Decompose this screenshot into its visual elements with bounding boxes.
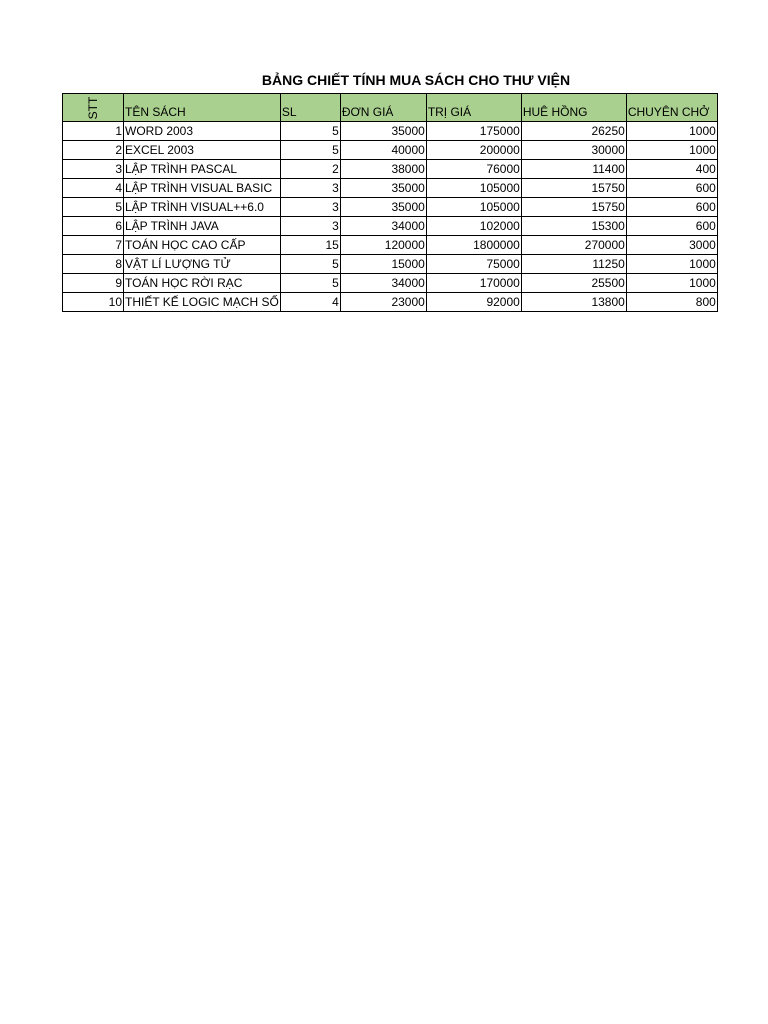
table-row — [63, 274, 718, 293]
cell-stt[interactable]: 6 — [63, 217, 124, 236]
cell-tri-gia[interactable]: 170000 — [426, 274, 521, 293]
cell-sl[interactable]: 5 — [280, 122, 340, 141]
column-header-sl[interactable]: SL — [280, 94, 340, 122]
cell-tri-gia[interactable]: 102000 — [426, 217, 521, 236]
cell-chuyen-cho[interactable]: 1000 — [626, 122, 717, 141]
table-row — [63, 179, 718, 198]
cell-hue-hong[interactable]: 15300 — [521, 217, 626, 236]
cell-sl[interactable]: 3 — [280, 198, 340, 217]
cell-don-gia[interactable]: 35000 — [340, 122, 426, 141]
cell-stt[interactable]: 9 — [63, 274, 124, 293]
column-header-tri-gia[interactable]: TRỊ GIÁ — [426, 94, 521, 122]
sheet-title: BẢNG CHIẾT TÍNH MUA SÁCH CHO THƯ VIỆN — [261, 72, 571, 88]
cell-sl[interactable]: 5 — [280, 274, 340, 293]
cell-stt[interactable]: 4 — [63, 179, 124, 198]
cell-chuyen-cho[interactable]: 600 — [626, 198, 717, 217]
cell-chuyen-cho[interactable]: 1000 — [626, 141, 717, 160]
cell-don-gia[interactable]: 35000 — [340, 198, 426, 217]
cell-tri-gia[interactable]: 200000 — [426, 141, 521, 160]
table-row — [63, 141, 718, 160]
column-header-stt[interactable] — [63, 94, 124, 122]
cell-stt[interactable]: 7 — [63, 236, 124, 255]
cell-sl[interactable]: 3 — [280, 217, 340, 236]
cell-stt[interactable]: 1 — [63, 122, 124, 141]
table-row — [63, 160, 718, 179]
cell-chuyen-cho[interactable]: 1000 — [626, 274, 717, 293]
cell-chuyen-cho[interactable]: 600 — [626, 179, 717, 198]
cell-chuyen-cho[interactable]: 1000 — [626, 255, 717, 274]
cell-don-gia[interactable]: 23000 — [340, 293, 426, 312]
cell-don-gia[interactable]: 15000 — [340, 255, 426, 274]
cell-ten-sach[interactable]: THIẾT KẾ LOGIC MẠCH SỐ — [124, 293, 281, 312]
cell-ten-sach[interactable]: LẬP TRÌNH VISUAL BASIC — [124, 179, 281, 198]
column-header-hue-hong[interactable]: HUÊ HỒNG — [521, 94, 626, 122]
cell-don-gia[interactable]: 40000 — [340, 141, 426, 160]
cell-hue-hong[interactable]: 11400 — [521, 160, 626, 179]
cell-hue-hong[interactable]: 11250 — [521, 255, 626, 274]
cell-hue-hong[interactable]: 25500 — [521, 274, 626, 293]
column-header-don-gia[interactable]: ĐƠN GIÁ — [340, 94, 426, 122]
column-header-stt-label: STT — [86, 96, 100, 119]
column-header-ten-sach[interactable]: TÊN SÁCH — [124, 94, 281, 122]
cell-don-gia[interactable]: 34000 — [340, 217, 426, 236]
cell-sl[interactable]: 2 — [280, 160, 340, 179]
table-row — [63, 217, 718, 236]
cell-ten-sach[interactable]: TOÁN HỌC CAO CẤP — [124, 236, 281, 255]
cell-hue-hong[interactable]: 15750 — [521, 179, 626, 198]
cell-tri-gia[interactable]: 105000 — [426, 179, 521, 198]
table-row — [63, 255, 718, 274]
cell-chuyen-cho[interactable]: 800 — [626, 293, 717, 312]
cell-ten-sach[interactable]: LẬP TRÌNH PASCAL — [124, 160, 281, 179]
cell-stt[interactable]: 5 — [63, 198, 124, 217]
cell-tri-gia[interactable]: 1800000 — [426, 236, 521, 255]
cell-tri-gia[interactable]: 92000 — [426, 293, 521, 312]
cell-chuyen-cho[interactable]: 3000 — [626, 236, 717, 255]
cell-chuyen-cho[interactable]: 600 — [626, 217, 717, 236]
cell-sl[interactable]: 5 — [280, 255, 340, 274]
cell-stt[interactable]: 8 — [63, 255, 124, 274]
cell-tri-gia[interactable]: 75000 — [426, 255, 521, 274]
cell-ten-sach[interactable]: WORD 2003 — [124, 122, 281, 141]
cell-sl[interactable]: 4 — [280, 293, 340, 312]
cell-stt[interactable]: 10 — [63, 293, 124, 312]
table-row — [63, 198, 718, 217]
cell-hue-hong[interactable]: 26250 — [521, 122, 626, 141]
column-header-chuyen-cho[interactable]: CHUYÊN CHỞ — [626, 94, 717, 122]
cell-hue-hong[interactable]: 15750 — [521, 198, 626, 217]
cell-ten-sach[interactable]: EXCEL 2003 — [124, 141, 281, 160]
cell-chuyen-cho[interactable]: 400 — [626, 160, 717, 179]
cell-hue-hong[interactable]: 13800 — [521, 293, 626, 312]
cell-tri-gia[interactable]: 105000 — [426, 198, 521, 217]
cell-ten-sach[interactable]: LẬP TRÌNH VISUAL++6.0 — [124, 198, 281, 217]
cell-don-gia[interactable]: 120000 — [340, 236, 426, 255]
cell-don-gia[interactable]: 34000 — [340, 274, 426, 293]
cell-don-gia[interactable]: 38000 — [340, 160, 426, 179]
cell-sl[interactable]: 15 — [280, 236, 340, 255]
cell-tri-gia[interactable]: 76000 — [426, 160, 521, 179]
purchase-table — [62, 93, 718, 312]
table-row — [63, 293, 718, 312]
cell-ten-sach[interactable]: LẬP TRÌNH JAVA — [124, 217, 281, 236]
cell-tri-gia[interactable]: 175000 — [426, 122, 521, 141]
table-row — [63, 236, 718, 255]
cell-ten-sach[interactable]: VẬT LÍ LƯỢNG TỬ — [124, 255, 281, 274]
cell-stt[interactable]: 3 — [63, 160, 124, 179]
header-row — [63, 94, 718, 122]
cell-stt[interactable]: 2 — [63, 141, 124, 160]
cell-ten-sach[interactable]: TOÁN HỌC RỜI RẠC — [124, 274, 281, 293]
cell-don-gia[interactable]: 35000 — [340, 179, 426, 198]
cell-hue-hong[interactable]: 30000 — [521, 141, 626, 160]
cell-sl[interactable]: 3 — [280, 179, 340, 198]
cell-hue-hong[interactable]: 270000 — [521, 236, 626, 255]
cell-sl[interactable]: 5 — [280, 141, 340, 160]
table-row — [63, 122, 718, 141]
